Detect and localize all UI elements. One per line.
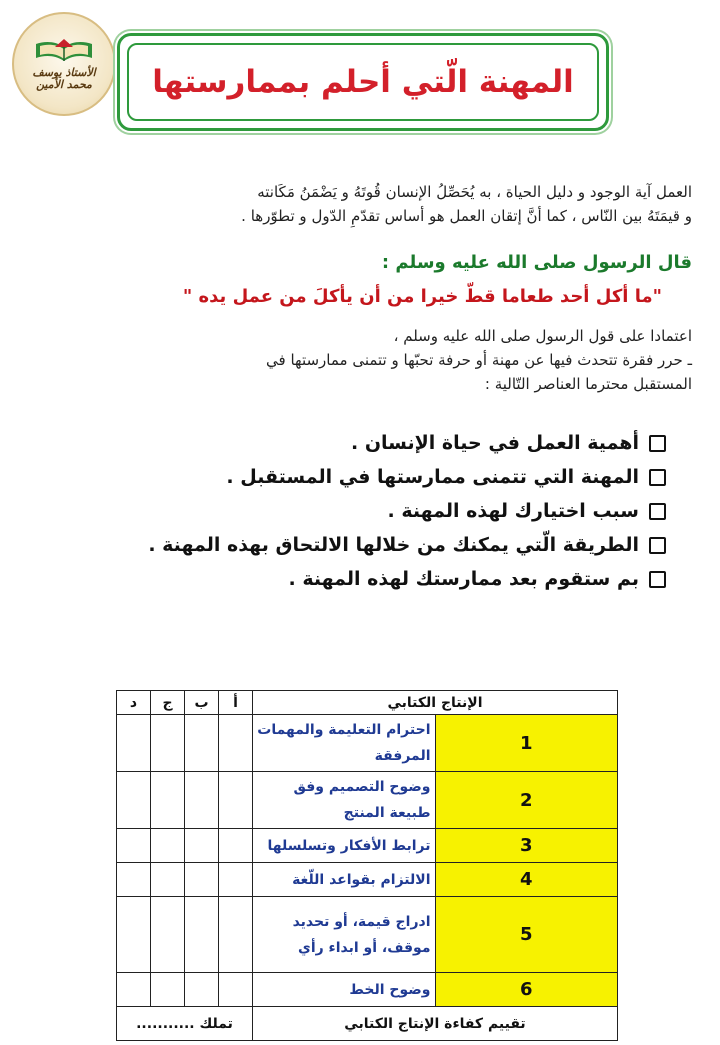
grade-cell[interactable] [185,829,219,863]
checklist-item [26,528,666,562]
assessment-rubric [116,690,618,1041]
logo-line-2: محمد الأمين [36,78,92,91]
grade-cell[interactable] [185,715,219,772]
instructions [28,324,692,396]
grade-cell[interactable] [151,973,185,1007]
criterion-text: احترام التعليمة والمهمات المرفقة [253,715,436,772]
grade-cell[interactable] [117,715,151,772]
grade-cell[interactable] [219,973,253,1007]
grade-cell[interactable] [185,973,219,1007]
page-title: المهنة الّتي أحلم بممارستها [152,64,574,100]
criterion-number: 5 [435,897,618,973]
intro-line-1: العمل آية الوجود و دليل الحياة ، به يُحَصِّلُ الإنسان قُوتَهُ و يَضْمَنُ مَكَانته [257,183,692,201]
criterion-text: وضوح التصميم وفق طبيعة المنتج [253,772,436,829]
grade-c-header: ج [151,691,185,715]
hadith-intro: قال الرسول صلى الله عليه وسلم : [381,252,692,273]
grade-cell[interactable] [219,897,253,973]
instructions-line-3: المستقبل محترما العناصر التّالية : [484,375,692,393]
criterion-text: ادراج قيمة، أو تحديد موقف، أو ابداء رأي [253,897,436,973]
checklist-item-text: المهنة التي تتمنى ممارستها في المستقبل . [226,466,639,488]
checklist-item-text: الطريقة الّتي يمكنك من خلالها الالتحاق بهذه المهنة . [148,534,639,556]
checklist-item-text: بم ستقوم بعد ممارستك لهذه المهنة . [288,568,639,590]
grade-cell[interactable] [151,863,185,897]
grade-cell[interactable] [185,863,219,897]
grade-cell[interactable] [185,897,219,973]
table-row [117,897,618,973]
checklist-item [26,426,666,460]
logo-line-1: الأستاذ يوسف [32,66,96,79]
teacher-logo [12,12,116,116]
grade-cell[interactable] [151,897,185,973]
table-row [117,829,618,863]
checklist-item-text: سبب اختيارك لهذه المهنة . [387,500,639,522]
grade-cell[interactable] [117,973,151,1007]
rubric-header-row [117,691,618,715]
checklist-item [26,494,666,528]
grade-cell[interactable] [185,772,219,829]
hadith-quote: "ما أكل أحد طعاما قطّ خيرا من أن يأكلَ من عمل يده " [182,286,662,307]
open-book-icon [33,37,95,67]
checkbox-icon[interactable] [649,435,666,452]
table-row [117,772,618,829]
criterion-text: وضوح الخط [253,973,436,1007]
rubric-footer-row [117,1007,618,1041]
checkbox-icon[interactable] [649,571,666,588]
mastery-field[interactable]: تملك ........... [117,1007,253,1041]
criterion-number: 3 [435,829,618,863]
grade-b-header: ب [185,691,219,715]
grade-cell[interactable] [219,715,253,772]
grade-cell[interactable] [219,772,253,829]
checkbox-icon[interactable] [649,469,666,486]
rubric-header: الإنتاج الكتابي [253,691,618,715]
grade-cell[interactable] [117,897,151,973]
criterion-number: 4 [435,863,618,897]
checkbox-icon[interactable] [649,503,666,520]
grade-d-header: د [117,691,151,715]
criterion-number: 2 [435,772,618,829]
rubric-footer-label: تقييم كفاءة الإنتاج الكتابي [253,1007,618,1041]
checkbox-icon[interactable] [649,537,666,554]
title-frame [117,33,609,131]
criterion-number: 1 [435,715,618,772]
checklist-item-text: أهمية العمل في حياة الإنسان . [350,432,639,454]
intro-line-2: و قيمَتَهُ بين النّاس ، كما أنَّ إتقان العمل هو أساس تقدّمِ الدّول و تطوّرها . [241,207,692,225]
grade-cell[interactable] [151,829,185,863]
grade-a-header: أ [219,691,253,715]
grade-cell[interactable] [117,829,151,863]
grade-cell[interactable] [219,863,253,897]
instructions-line-2: ـ حرر فقرة تتحدث فيها عن مهنة أو حرفة تحبّها و تتمنى ممارستها في [266,351,692,369]
grade-cell[interactable] [117,772,151,829]
criterion-text: الالتزام بقواعد اللّغة [253,863,436,897]
criterion-number: 6 [435,973,618,1007]
checklist-item [26,460,666,494]
title-inner-frame [127,43,599,121]
grade-cell[interactable] [117,863,151,897]
table-row [117,863,618,897]
intro-paragraph [28,180,692,228]
grade-cell[interactable] [151,715,185,772]
instructions-line-1: اعتمادا على قول الرسول صلى الله عليه وسلم ، [393,327,692,345]
criterion-text: ترابط الأفكار وتسلسلها [253,829,436,863]
grade-cell[interactable] [219,829,253,863]
elements-checklist [26,426,666,596]
table-row [117,715,618,772]
checklist-item [26,562,666,596]
table-row [117,973,618,1007]
grade-cell[interactable] [151,772,185,829]
